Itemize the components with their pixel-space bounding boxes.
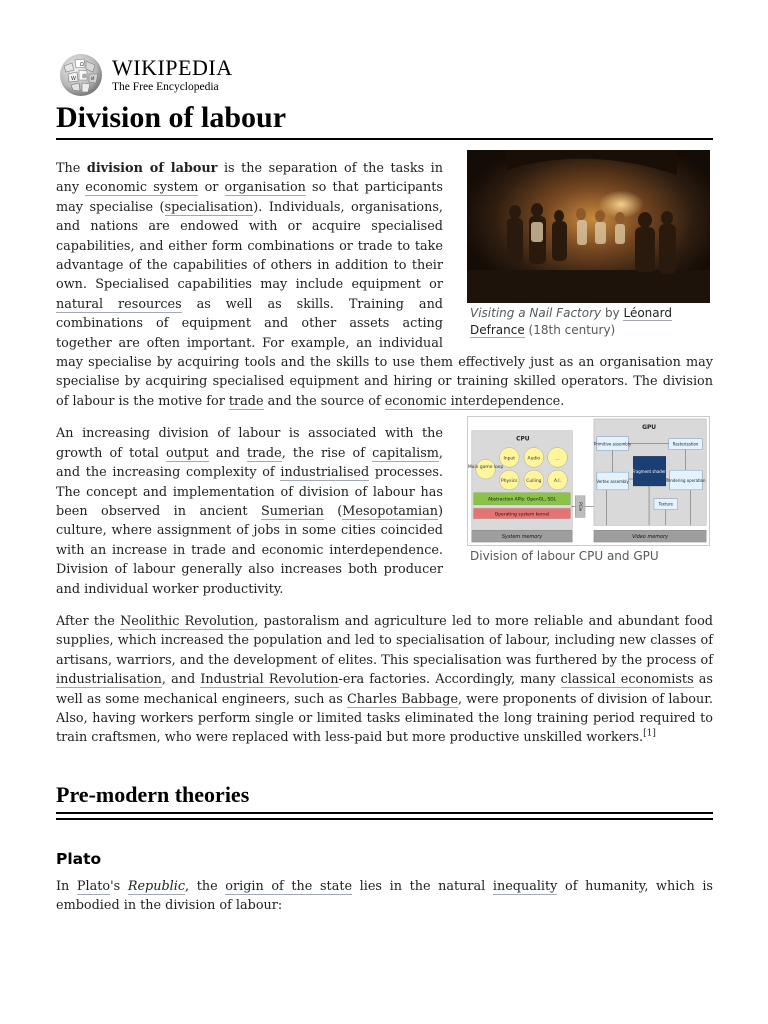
link-industrialised[interactable]: industrialised	[280, 465, 370, 481]
node-input: Input	[503, 456, 515, 462]
site-name: WIKIPEDIA	[112, 54, 233, 80]
link-plato[interactable]: Plato	[76, 878, 111, 894]
link-neolithic-revolution[interactable]: Neolithic Revolution	[120, 613, 255, 629]
link-republic[interactable]: Republic	[127, 878, 186, 894]
link-mesopotamian[interactable]: Mesopotamian	[342, 503, 439, 519]
paragraph-neolithic: After the Neolithic Revolution, pastoralism and agriculture led to more reliable and abundant food supplies, which increased the population and led to specialisation of labour, including new classes of artisans, warriors, and the development of elites. This specialisation was furthered by the process of industrialisation, and Industrial Revolution-era factories. Accordingly, many classical economists as well as some mechanical engineers, such as Charles Babbage, were proponents of division of labour. Also, having workers perform single or limited tasks eliminated the long training period required to train craftsmen, who were replaced with less-paid but more productive unskilled workers.[1]	[56, 613, 714, 746]
article-page	[56, 52, 713, 916]
link-trade-2[interactable]: trade	[247, 445, 282, 461]
system-memory-label: System memory	[501, 534, 543, 541]
gpu-label: GPU	[642, 425, 657, 432]
painting-caption: Visiting a Nail Factory by Léonard Defrance (18th century)	[470, 306, 672, 337]
intro-paragraph: The division of labour is the separation of the tasks in any economic system or organisation so that participants may specialise (specialisation). Individuals, organisations, and nations are endowed with or acquire specialised capabilities, and either form combinations or trade to take advantage of the capabilities of others in addition to their own. Specialised capabilities may include equipment or natural resources as well as skills. Training and combinations of equipment and other assets acting together are often important. For example, an individual may specialise by acquiring tools and the skills to use them effectively just as an organisation may specialise by acquiring specialised equipment and hiring or training skilled operators. The division of labour is the motive for trade and the source of economic interdependence.	[56, 161, 713, 409]
link-classical-economists[interactable]: classical economists	[560, 672, 694, 688]
diagram-caption: Division of labour CPU and GPU	[470, 549, 659, 564]
link-trade[interactable]: trade	[228, 393, 264, 409]
link-sumerian[interactable]: Sumerian	[261, 503, 324, 519]
link-leonard-defrance[interactable]: Léonard Defrance	[470, 306, 672, 337]
pcie-label: PCIe	[578, 502, 584, 512]
subsection-heading-plato: Plato	[56, 849, 102, 868]
figure-cpu-gpu-diagram	[467, 416, 713, 565]
svg-text:維: 維	[82, 74, 88, 80]
cpu-label: CPU	[516, 436, 530, 443]
link-industrialisation[interactable]: industrialisation	[56, 672, 162, 688]
section-heading-pre-modern: Pre-modern theories	[56, 782, 713, 814]
svg-text:И: И	[91, 77, 95, 82]
paragraph-growth: An increasing division of labour is associated with the growth of total output and trade, the rise of capitalism, and the increasing complexity of industrialised processes. The concept and implementation of division of labour has been observed in ancient Sumerian (Mesopotamian) culture, where assignment of jobs in some cities coincided with an increase in trade and economic interdependence. Division of labour generally also increases both producer and individual worker productivity.	[56, 426, 444, 597]
node-physics: Physics	[501, 479, 518, 485]
gpu-box-rendering-operation: Rendering operation	[665, 478, 706, 484]
video-memory-label: Video memory	[632, 534, 668, 541]
paragraph-plato: In Plato's Republic, the origin of the state lies in the natural inequality of humanity, which is embodied in the division of labour:	[56, 878, 713, 914]
site-tagline: The Free Encyclopedia	[112, 80, 219, 93]
link-inequality[interactable]: inequality	[492, 878, 558, 894]
site-header[interactable]	[56, 52, 713, 98]
wikipedia-wordmark[interactable]	[112, 54, 233, 94]
node-ai: A.I.	[553, 479, 562, 485]
link-natural-resources[interactable]: natural resources	[56, 296, 182, 312]
api-bar-label: Abstraction APIs: OpenGL, SDL	[487, 497, 557, 503]
link-specialisation[interactable]: specialisation	[164, 199, 254, 215]
svg-text:W: W	[71, 76, 76, 82]
gpu-box-fragment-shader: Fragment shader	[632, 469, 666, 475]
wikipedia-globe-icon[interactable]	[56, 52, 106, 98]
link-economic-interdependence[interactable]: economic interdependence	[384, 393, 561, 409]
node-more: ...	[555, 456, 560, 462]
nail-factory-painting-image[interactable]	[467, 150, 710, 303]
gpu-box-texture: Texture	[658, 501, 673, 507]
link-economic-system[interactable]: economic system	[85, 180, 199, 196]
link-charles-babbage[interactable]: Charles Babbage	[346, 691, 459, 707]
gpu-box-rasterization: Rasterization	[672, 441, 699, 447]
page-title: Division of labour	[56, 100, 713, 140]
link-organisation[interactable]: organisation	[224, 180, 306, 196]
term-bold: division of labour	[86, 161, 218, 176]
svg-text:Ω: Ω	[80, 62, 84, 68]
link-industrial-revolution[interactable]: Industrial Revolution	[200, 672, 339, 688]
gpu-box-primitive-assembly: Primitive assembly	[594, 441, 632, 447]
link-output[interactable]: output	[165, 445, 209, 461]
gpu-box-vertex-assembly: Vertex assembly	[596, 479, 629, 485]
reference-1[interactable]: [1]	[643, 729, 656, 740]
link-origin-of-the-state[interactable]: origin of the state	[225, 878, 353, 894]
node-main-game-loop: Main game loop	[467, 465, 504, 471]
cpu-gpu-diagram-image[interactable]	[467, 416, 710, 546]
node-culling: Culling	[526, 479, 542, 485]
node-audio: Audio	[527, 456, 541, 462]
figure-painting	[467, 150, 713, 339]
painting-caption-title: Visiting a Nail Factory	[470, 306, 602, 320]
kernel-bar-label: Operating system kernel	[494, 512, 550, 518]
link-capitalism[interactable]: capitalism	[372, 445, 439, 461]
